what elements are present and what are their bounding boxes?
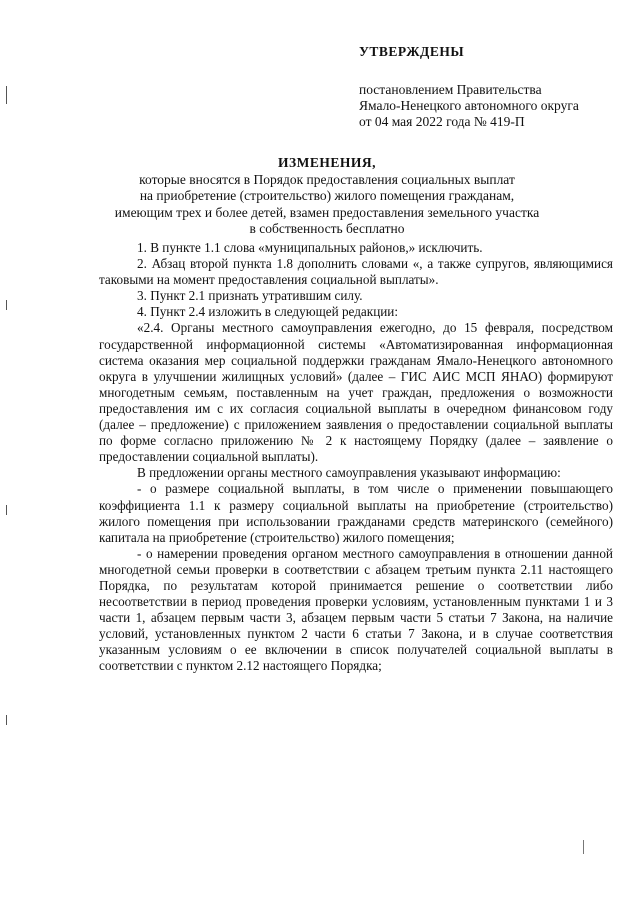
document-title: ИЗМЕНЕНИЯ, — [277, 155, 376, 170]
approval-word: УТВЕРЖДЕНЫ — [359, 44, 465, 59]
paragraph-4: 4. Пункт 2.4 изложить в следующей редакции: — [137, 304, 399, 320]
heading-line: имеющим трех и более детей, взамен предоставления земельного участка — [114, 204, 540, 220]
heading-line: которые вносятся в Порядок предоставления социальных выплат — [139, 171, 515, 187]
approval-line: от 04 мая 2022 года № 419-П — [359, 114, 525, 129]
heading-line: в собственность бесплатно — [249, 221, 405, 236]
document-body — [99, 240, 613, 675]
paragraph-2-4-text: «2.4. Органы местного самоуправления ежегодно, до 15 февраля, посредством государственной информационной системы «Автоматизированная информационная система оказания мер социальной поддержки гражданам Ямало-Ненецкого автономного округа в улучшении жилищных условий» (далее – ГИС АИС МСП ЯНАО) формируют многодетным семьям, поставленным на учет граждан, предложения о возможности предоставления им с их согласия социальной выплаты в очередном финансовом году (далее – предложение) с приложением заявления о предоставлении социальной выплаты по форме согласно приложению № 2 к настоящему Порядку (далее – заявление о предоставлении социальной выплаты). — [99, 320, 613, 465]
approval-line: Ямало-Ненецкого автономного округа — [359, 98, 579, 113]
document-heading — [100, 155, 554, 238]
approval-block — [359, 44, 619, 130]
paragraph-2: 2. Абзац второй пункта 1.8 дополнить словами «, а также супругов, являющимися таковыми на момент предоставления социальной выплаты». — [99, 256, 613, 288]
paragraph-1: 1. В пункте 1.1 слова «муниципальных районов,» исключить. — [137, 240, 483, 255]
scan-margin-mark — [6, 715, 7, 725]
paragraph-offer-info: В предложении органы местного самоуправления указывают информацию: — [137, 465, 561, 481]
scan-corner-mark — [583, 840, 584, 854]
heading-line: на приобретение (строительство) жилого помещения гражданам, — [139, 188, 515, 203]
scan-margin-mark — [6, 300, 7, 310]
paragraph-bullet-check: - о намерении проведения органом местного самоуправления в отношении данной многодетной семьи проверки в соответствии с абзацем третьим пункта 2.11 настоящего Порядка, по результатам которой принимается решение о соответствии либо несоответствии в период проведения проверки условиям, установленным пунктами 1 и 3 части 1, абзацем первым части 3, абзацем первым части 5 статьи 7 Закона, на наличие условий, установленных пунктом 2 части 6 статьи 7 Закона, и в случае соответствия указанным условиям о ее включении в список получателей социальной выплаты в соответствии с пунктом 2.12 настоящего Порядка; — [99, 545, 613, 674]
scan-margin-mark — [6, 86, 7, 104]
scan-margin-mark — [6, 505, 7, 515]
paragraph-3: 3. Пункт 2.1 признать утратившим силу. — [137, 288, 363, 304]
approval-line: постановлением Правительства — [359, 82, 542, 97]
paragraph-bullet-size: - о размере социальной выплаты, в том числе о применении повышающего коэффициента 1.1 к размеру социальной выплаты на приобретение (строительство) жилого помещения при использовании гражданами средств материнского (семейного) капитала на приобретение (строительство) жилого помещения; — [99, 481, 613, 545]
